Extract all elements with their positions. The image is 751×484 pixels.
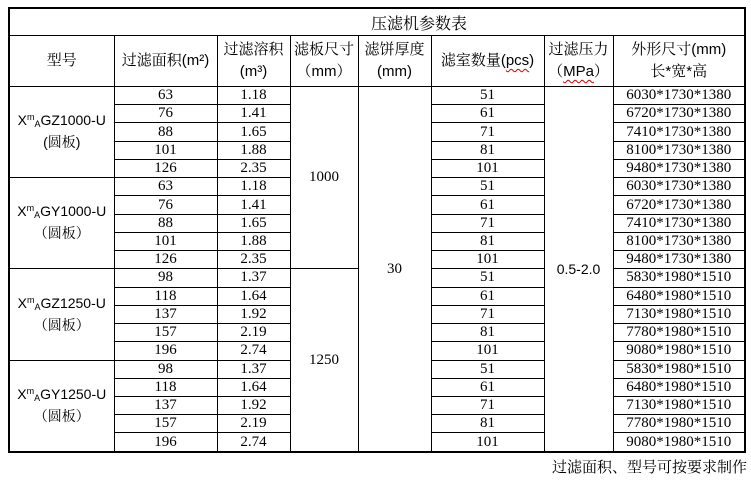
table-row [9, 87, 745, 105]
filter-area-value: 88 [114, 123, 217, 141]
plate-size-line1: 滤板尺寸 [293, 40, 354, 58]
filter-area-value: 157 [114, 324, 217, 342]
dimensions-value: 5830*1980*1510 [613, 269, 745, 287]
filter-volume-value: 1.41 [217, 105, 290, 123]
dimensions-value: 8100*1730*1380 [613, 232, 745, 250]
filter-volume-value: 1.18 [217, 178, 290, 196]
filter-volume-value: 1.65 [217, 214, 290, 232]
filter-area-value: 76 [114, 196, 217, 214]
filter-volume-value: 2.19 [217, 415, 290, 433]
parameter-table [8, 7, 746, 453]
dimensions-line1: 外形尺寸(mm) [631, 40, 727, 58]
chamber-count-value: 71 [431, 123, 544, 141]
chamber-count-value: 51 [431, 269, 544, 287]
model-note: （圆板） [33, 407, 90, 424]
dimensions-value: 9080*1980*1510 [613, 342, 745, 360]
filter-area-value: 76 [114, 105, 217, 123]
col-header-dimensions [613, 36, 745, 87]
dimensions-value: 9480*1730*1380 [613, 251, 745, 269]
model-cell-gz1250 [9, 269, 114, 360]
filter-area-value: 98 [114, 269, 217, 287]
dimensions-value: 6030*1730*1380 [613, 87, 745, 105]
filter-volume-value: 1.37 [217, 360, 290, 378]
chamber-count-value: 61 [431, 196, 544, 214]
spellcheck-mpa: MPa [563, 63, 594, 80]
chamber-count-value: 101 [431, 159, 544, 177]
dimensions-value: 9480*1730*1380 [613, 159, 745, 177]
filter-area-value: 98 [114, 360, 217, 378]
model-name: $X^m_AGY1250-U$ [17, 385, 107, 403]
filter-area-value: 196 [114, 433, 217, 452]
chamber-count-value: 51 [431, 360, 544, 378]
table-title: 压滤机参数表 [9, 8, 745, 36]
dimensions-value: 7410*1730*1380 [613, 214, 745, 232]
chamber-count-value: 61 [431, 105, 544, 123]
pressure-line2: （MPa） [548, 63, 609, 80]
filter-volume-value: 1.18 [217, 87, 290, 105]
col-header-cake-thickness [358, 36, 431, 87]
pressure-line1: 过滤压力 [548, 40, 609, 58]
chamber-count-value: 81 [431, 141, 544, 159]
filter-area-value: 126 [114, 251, 217, 269]
filter-volume-value: 1.64 [217, 287, 290, 305]
filter-volume-value: 1.65 [217, 123, 290, 141]
footer-note: 过滤面积、型号可按要求制作 [551, 459, 747, 476]
model-name: $X^m_AGZ1250-U$ [17, 294, 106, 312]
cake-thickness-line2: (mm) [377, 63, 412, 80]
chamber-count-value: 81 [431, 415, 544, 433]
dimensions-value: 7780*1980*1510 [613, 415, 745, 433]
filter-area-value: 63 [114, 178, 217, 196]
chamber-count-value: 71 [431, 214, 544, 232]
filter-area-value: 196 [114, 342, 217, 360]
chamber-count-value: 51 [431, 87, 544, 105]
dimensions-value: 6720*1730*1380 [613, 196, 745, 214]
dimensions-value: 6480*1980*1510 [613, 287, 745, 305]
col-header-filter-area: 过滤面积(m²) [114, 36, 217, 87]
filter-area-value: 137 [114, 305, 217, 323]
col-header-plate-size [290, 36, 358, 87]
chamber-count-value: 51 [431, 178, 544, 196]
chamber-count-value: 81 [431, 232, 544, 250]
chamber-count-value: 81 [431, 324, 544, 342]
dimensions-value: 5830*1980*1510 [613, 360, 745, 378]
filter-volume-value: 1.92 [217, 396, 290, 414]
filter-area-value: 63 [114, 87, 217, 105]
col-header-chamber-count: 滤室数量(pcs) [431, 36, 544, 87]
filter-volume-value: 2.74 [217, 342, 290, 360]
filter-area-value: 137 [114, 396, 217, 414]
model-cell-gz1000 [9, 87, 114, 178]
chamber-count-value: 61 [431, 378, 544, 396]
title-row [9, 8, 745, 36]
pressure-value: 0.5-2.0 [544, 87, 613, 453]
filter-volume-value: 1.92 [217, 305, 290, 323]
filter-area-value: 157 [114, 415, 217, 433]
model-name: $X^m_AGY1000-U$ [17, 203, 107, 221]
filter-volume-line2: (m³) [239, 63, 268, 80]
model-note: (圆板) [43, 134, 81, 151]
dimensions-line2: 长*宽*高 [650, 63, 708, 80]
filter-area-value: 126 [114, 159, 217, 177]
filter-volume-value: 1.64 [217, 378, 290, 396]
header-row [9, 36, 745, 87]
plate-size-value-1250: 1250 [290, 269, 358, 452]
filter-volume-value: 2.35 [217, 251, 290, 269]
filter-volume-value: 2.19 [217, 324, 290, 342]
model-cell-gy1000 [9, 178, 114, 269]
filter-area-value: 88 [114, 214, 217, 232]
spellcheck-pcs: pcs [505, 51, 530, 69]
filter-area-value: 101 [114, 232, 217, 250]
filter-volume-line1: 过滤溶积 [223, 40, 284, 58]
col-header-filter-volume [217, 36, 290, 87]
model-name: $X^m_AGZ1000-U$ [17, 112, 106, 130]
col-header-pressure [544, 36, 613, 87]
chamber-count-value: 101 [431, 251, 544, 269]
dimensions-value: 6480*1980*1510 [613, 378, 745, 396]
filter-volume-value: 1.88 [217, 141, 290, 159]
cake-thickness-value: 30 [358, 87, 431, 453]
plate-size-value-1000: 1000 [290, 87, 358, 269]
filter-volume-value: 2.74 [217, 433, 290, 452]
chamber-count-value: 101 [431, 433, 544, 452]
model-note: （圆板） [33, 225, 90, 242]
dimensions-value: 7780*1980*1510 [613, 324, 745, 342]
chamber-count-value: 71 [431, 305, 544, 323]
filter-area-value: 118 [114, 287, 217, 305]
dimensions-value: 7410*1730*1380 [613, 123, 745, 141]
filter-volume-value: 1.37 [217, 269, 290, 287]
filter-area-value: 101 [114, 141, 217, 159]
cake-thickness-line1: 滤饼厚度 [364, 40, 425, 58]
dimensions-value: 7130*1980*1510 [613, 305, 745, 323]
dimensions-value: 6720*1730*1380 [613, 105, 745, 123]
dimensions-value: 9080*1980*1510 [613, 433, 745, 452]
dimensions-value: 7130*1980*1510 [613, 396, 745, 414]
chamber-count-value: 61 [431, 287, 544, 305]
dimensions-value: 8100*1730*1380 [613, 141, 745, 159]
filter-area-value: 118 [114, 378, 217, 396]
col-header-model: 型号 [9, 36, 114, 87]
filter-volume-value: 1.41 [217, 196, 290, 214]
filter-volume-value: 1.88 [217, 232, 290, 250]
model-note: （圆板） [33, 316, 90, 333]
plate-size-line2: （mm） [296, 63, 352, 80]
dimensions-value: 6030*1730*1380 [613, 178, 745, 196]
filter-volume-value: 2.35 [217, 159, 290, 177]
chamber-count-value: 101 [431, 342, 544, 360]
chamber-count-value: 71 [431, 396, 544, 414]
model-cell-gy1250 [9, 360, 114, 452]
